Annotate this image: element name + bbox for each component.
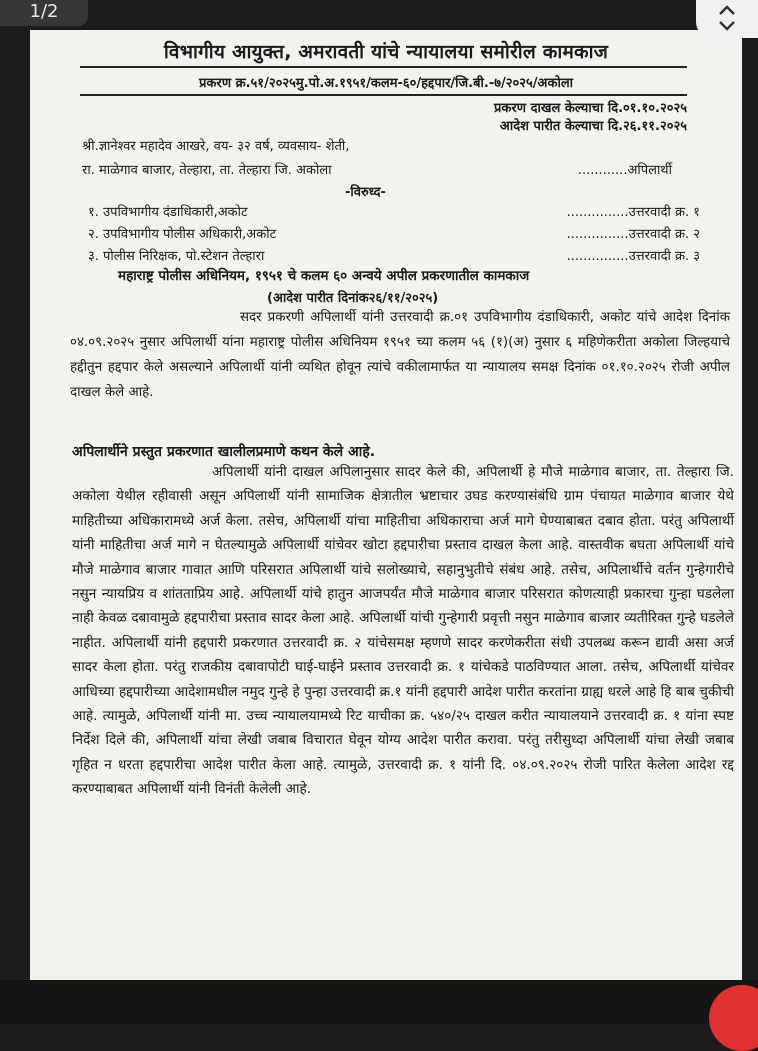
appellant-claims-paragraph: अपिलार्थी यांनी दाखल अपिलानुसार सादर केले की, अपिलार्थी हे मौजे माळेगाव बाजार, ता. तेल्हारा जि. अकोला येथील रहीवासी असून अपिलार्थी यांनी सामाजिक क्षेत्रातील भ्रष्टाचार उघड करण्यासंबंधि ग्राम पंचायत माळेगाव बाजार येथे माहितीच्या अधिकारामध्ये अर्ज केला. तसेच, अपिलार्थी यांचा माहितीचा अधिकाराचा अर्ज मागे घेण्याबाबत दबाव होता. परंतु अपिलार्थी यांनी माहितीचा अर्ज मागे न घेतल्यामुळे अपिलार्थी यांचेवर खोटा हद्दपारीचा प्रस्ताव दाखल केला आहे. वास्तवीक बघता अपिलार्थी यांचे मौजे माळेगाव बाजार गावात आणि परिसरात अपिलार्थी यांचे सलोख्याचे, सहानुभुतीचे संबंध आहे. तसेच, अपिलार्थीचे वर्तन गुन्हेगारीचे नसुन न्यायप्रिय व शांतताप्रिय आहे. अपिलार्थी यांचे हातुन आजपर्यंत मौजे माळेगाव बाजार परिसरात कोणत्याही प्रकारचा गुन्हा घडलेला नाही केवळ दबावामुळे हद्दपारीचा प्रस्ताव सादर केला आहे. अपिलार्थी यांची गुन्हेगारी प्रवृत्ती नसुन माळेगाव बाजार व्यतीरिक्त गुन्हे घडलेले नाहीत. अपिलार्थी यांनी हद्दपारी प्रकरणात उत्तरवादी क्र. २ यांचेसमक्ष म्हणणे सादर करणेकरीता संधी उपलब्ध करून द्यावी असा अर्ज सादर केला होता. परंतु राजकीय दबावापोटी घाई-घाईने प्रस्ताव उत्तरवादी क्र. १ यांचेकडे पाठविण्यात आला. तसेच, अपिलार्थी यांचेवर आधिच्या हद्दपारीच्या आदेशामधील नमुद गुन्हे हे पुन्हा उत्तरवादी क्र.१ यांनी हद्दपारी आदेश पारीत करतांना ग्राह्य धरले आहे हि बाब चुकीची आहे. त्यामुळे, अपिलार्थी यांनी मा. उच्च न्यायालयामध्ये रिट याचीका क्र. ५४०/२५ दाखल करीत न्यायालयाने उत्तरवादी क्र. १ यांना स्पष्ट निर्देश दिले की, अपिलार्थी यांचा लेखी जबाब विचारात घेवून योग्य आदेश पारीत करावा. परंतु तरीसुध्दा अपिलार्थी यांचा लेखी जबाब गृहित न धरता हद्दपारीचा आदेश पारीत केला आहे. त्यामुळे, उत्तरवादी क्र. १ यांनी दि. ०४.०९.२०२५ रोजी पारित केलेला आदेश रद्द करण्याबाबत अपिलार्थी यांनी विनंती केलेली आहे.	[72, 464, 734, 798]
chevron-up-icon	[718, 4, 736, 16]
viewer-footer	[0, 980, 758, 1024]
collapse-toggle-button[interactable]	[696, 0, 758, 38]
respondent-3-label: ...............उत्तरवादी क्र. ३	[566, 249, 700, 264]
title-underline	[80, 66, 687, 68]
case-underline	[80, 94, 687, 96]
document-title: विभागीय आयुक्त, अमरावती यांचे न्यायालया समोरील कामकाज	[163, 41, 609, 63]
intro-paragraph: सदर प्रकरणी अपिलार्थी यांनी उत्तरवादी क्र.०१ उपविभागीय दंडाधिकारी, अकोट यांचे आदेश दिनांक ०४.०९.२०२५ नुसार अपिलार्थी यांना महाराष्ट्र पोलीस अधिनियम १९५१ च्या कलम ५६ (१)(अ) नुसार ६ महिणेकरीता अकोला जिल्हयाचे हद्दीतुन हद्दपार केले असल्याने अपिलार्थी यांनी व्यथित होवून त्यांचे वकीलामार्फत या न्यायालय समक्ष दिनांक ०१.१०.२०२५ रोजी अपील दाखल केले आहे.	[70, 310, 730, 400]
page-counter: 1/2	[0, 0, 88, 26]
appellant-details: श्री.ज्ञानेश्वर महादेव आखरे, वय- ३२ वर्ष, व्यवसाय- शेती,	[82, 139, 350, 154]
appellant-address: रा. माळेगाव बाजार, तेल्हारा, ता. तेल्हारा जि. अकोला	[82, 163, 332, 178]
appellant-label: ............अपिलार्थी	[577, 163, 672, 178]
order-date: आदेश पारीत केल्याचा दि.२६.११.२०२५	[499, 119, 687, 134]
respondent-2-label: ...............उत्तरवादी क्र. २	[566, 227, 700, 242]
chevron-down-icon	[718, 20, 736, 32]
respondent-2: २. उपविभागीय पोलीस अधिकारी,अकोट	[88, 227, 277, 242]
order-date-subheading: (आदेश पारीत दिनांक२६/११/२०२५)	[267, 291, 439, 306]
filed-date: प्रकरण दाखल केल्याचा दि.०१.१०.२०२५	[493, 101, 687, 116]
appellant-claims-heading: अपिलार्थीने प्रस्तुत प्रकरणात खालीलप्रमाणे कथन केले आहे.	[72, 444, 376, 460]
case-number: प्रकरण क्र.५१/२०२५मु.पो.अ.१९५१/कलम-६०/हद्दपार/जि.बी.-७/२०२५/अकोला	[199, 76, 573, 91]
versus-label: -विरुध्द-	[345, 185, 386, 200]
document-page	[30, 30, 742, 980]
respondent-3: ३. पोलीस निरिक्षक, पो.स्टेशन तेल्हारा	[88, 249, 265, 264]
respondent-1: १. उपविभागीय दंडाधिकारी,अकोट	[88, 205, 248, 220]
respondent-1-label: ...............उत्तरवादी क्र. १	[566, 205, 700, 220]
section-title: महाराष्ट्र पोलीस अधिनियम, १९५१ चे कलम ६० अन्वये अपील प्रकरणातील कामकाज	[118, 268, 530, 284]
